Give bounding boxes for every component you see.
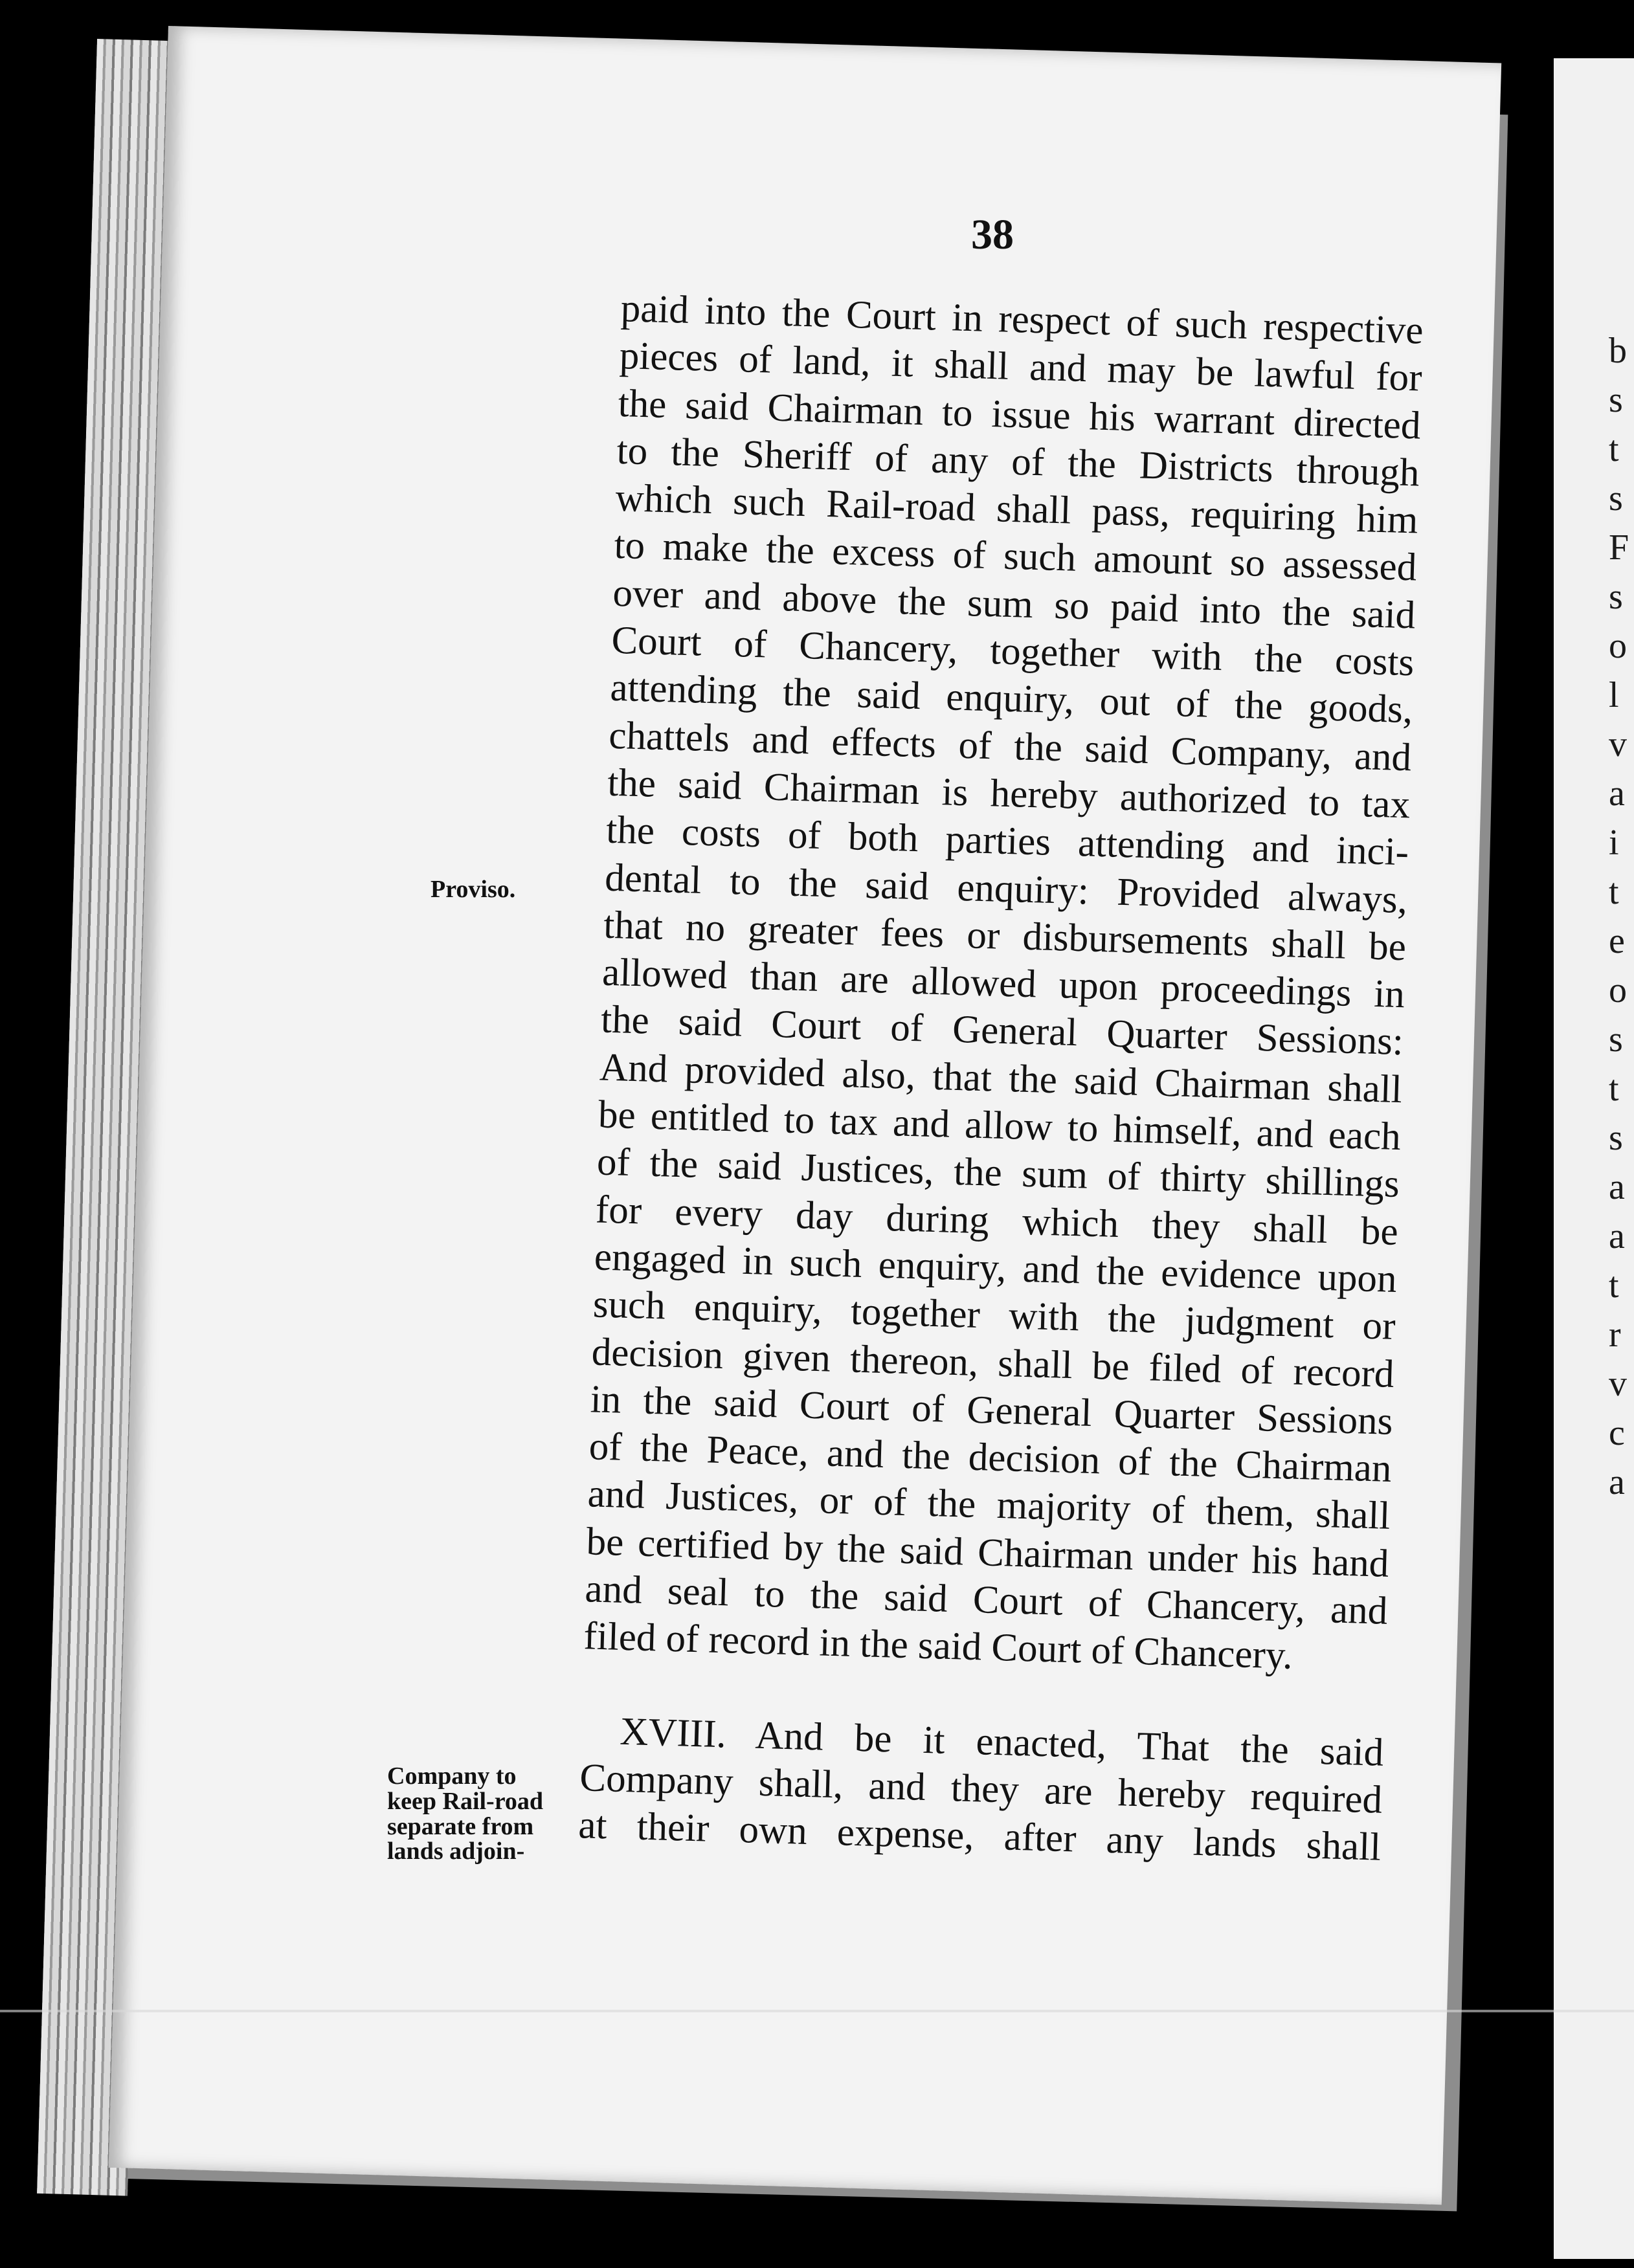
- facing-page-fragment: t: [1609, 872, 1619, 912]
- facing-page-fragment: i: [1609, 823, 1619, 863]
- facing-page-fragment: r: [1609, 1315, 1621, 1355]
- margin-note-line: separate from: [387, 1812, 534, 1840]
- text-line: over and above the sum so paid into the said: [612, 571, 1416, 638]
- facing-page-fragment: o: [1609, 626, 1627, 666]
- text-line: allowed than are allowed upon proceedings in: [601, 950, 1405, 1017]
- text-line: which such Rail-road shall pass, requiring him: [614, 476, 1419, 542]
- text-line: attending the said enquiry, out of the goods,: [609, 666, 1414, 732]
- text-line: paid into the Court in respect of such respective: [620, 286, 1424, 353]
- facing-page-fragment: c: [1609, 1413, 1625, 1453]
- facing-page-fragment: s: [1609, 478, 1623, 518]
- scan-artifact-line: [0, 2010, 1634, 2012]
- facing-page-fragment: s: [1609, 1118, 1623, 1158]
- facing-page-fragment: v: [1609, 724, 1627, 764]
- text-line: decision given thereon, shall be filed of record: [591, 1329, 1395, 1396]
- facing-page-fragment: s: [1609, 380, 1623, 420]
- facing-page-fragment: a: [1609, 1167, 1625, 1207]
- text-line: filed of record in the said Court of Chancery.: [583, 1614, 1293, 1678]
- section-line: at their own expense, after any lands shall: [577, 1803, 1382, 1869]
- facing-page-fragment: a: [1609, 1462, 1625, 1502]
- text-line: in the said Court of General Quarter Sessions: [589, 1377, 1394, 1443]
- margin-note-proviso: Proviso.: [431, 876, 516, 903]
- page-number: 38: [971, 211, 1014, 258]
- facing-page-fragment: s: [1609, 1019, 1623, 1060]
- margin-note-line: keep Rail-road: [387, 1787, 544, 1815]
- text-line: the costs of both parties attending and inci-: [605, 808, 1409, 874]
- facing-page-fragment: v: [1609, 1364, 1627, 1404]
- facing-page-fragment: F: [1609, 528, 1629, 568]
- margin-note-line: Company to: [387, 1762, 517, 1790]
- facing-page-fragment: t: [1609, 1069, 1619, 1109]
- section-line: XVIII. And be it enacted, That the said: [619, 1709, 1385, 1775]
- body-text: [577, 285, 1424, 1871]
- text-line: to make the excess of such amount so assessed: [613, 524, 1418, 590]
- text-line: be certified by the said Chairman under his hand: [585, 1519, 1390, 1586]
- facing-page-fragment: a: [1609, 773, 1625, 814]
- facing-page-fragment: t: [1609, 429, 1619, 469]
- text-line: the said Chairman is hereby authorized to tax: [607, 761, 1411, 827]
- text-line: for every day during which they shall be: [595, 1188, 1399, 1254]
- text-line: of the Peace, and the decision of the Chairman: [588, 1425, 1393, 1491]
- text-line: be entitled to tax and allow to himself, and each: [598, 1093, 1402, 1159]
- text-line: that no greater fees or disbursements shall be: [603, 903, 1407, 970]
- text-line: such enquiry, together with the judgment or: [592, 1282, 1396, 1349]
- facing-page-fragment: l: [1609, 675, 1619, 715]
- text-line: and Justices, or of the majority of them, shall: [587, 1472, 1391, 1539]
- text-line: dental to the said enquiry: Provided always,: [604, 856, 1408, 922]
- margin-note-line: lands adjoin-: [387, 1838, 525, 1865]
- facing-page-fragment: t: [1609, 1265, 1619, 1306]
- text-line: the said Chairman to issue his warrant directed: [617, 381, 1422, 448]
- facing-page-fragment: e: [1609, 921, 1625, 961]
- facing-page-fragment: b: [1609, 331, 1627, 371]
- text-line: of the said Justices, the sum of thirty shillings: [596, 1140, 1400, 1206]
- text-line: engaged in such enquiry, and the evidence upon: [594, 1235, 1398, 1301]
- facing-page: [1554, 58, 1634, 2259]
- text-line: And provided also, that the said Chairman shall: [599, 1045, 1403, 1111]
- facing-page-fragment: a: [1609, 1216, 1625, 1256]
- section-line: Company shall, and they are hereby required: [579, 1756, 1383, 1822]
- text-line: and seal to the said Court of Chancery, and: [584, 1567, 1389, 1633]
- text-line: Court of Chancery, together with the costs: [610, 618, 1415, 685]
- facing-page-fragment: o: [1609, 970, 1627, 1010]
- text-line: the said Court of General Quarter Sessions:: [600, 998, 1404, 1064]
- facing-page-fragment: s: [1609, 577, 1623, 617]
- text-line: pieces of land, it shall and may be lawful for: [618, 334, 1423, 400]
- text-line: chattels and effects of the said Company, and: [608, 713, 1413, 780]
- margin-note-company: [387, 1764, 562, 1864]
- text-line: to the Sheriff of any of the Districts through: [616, 428, 1420, 495]
